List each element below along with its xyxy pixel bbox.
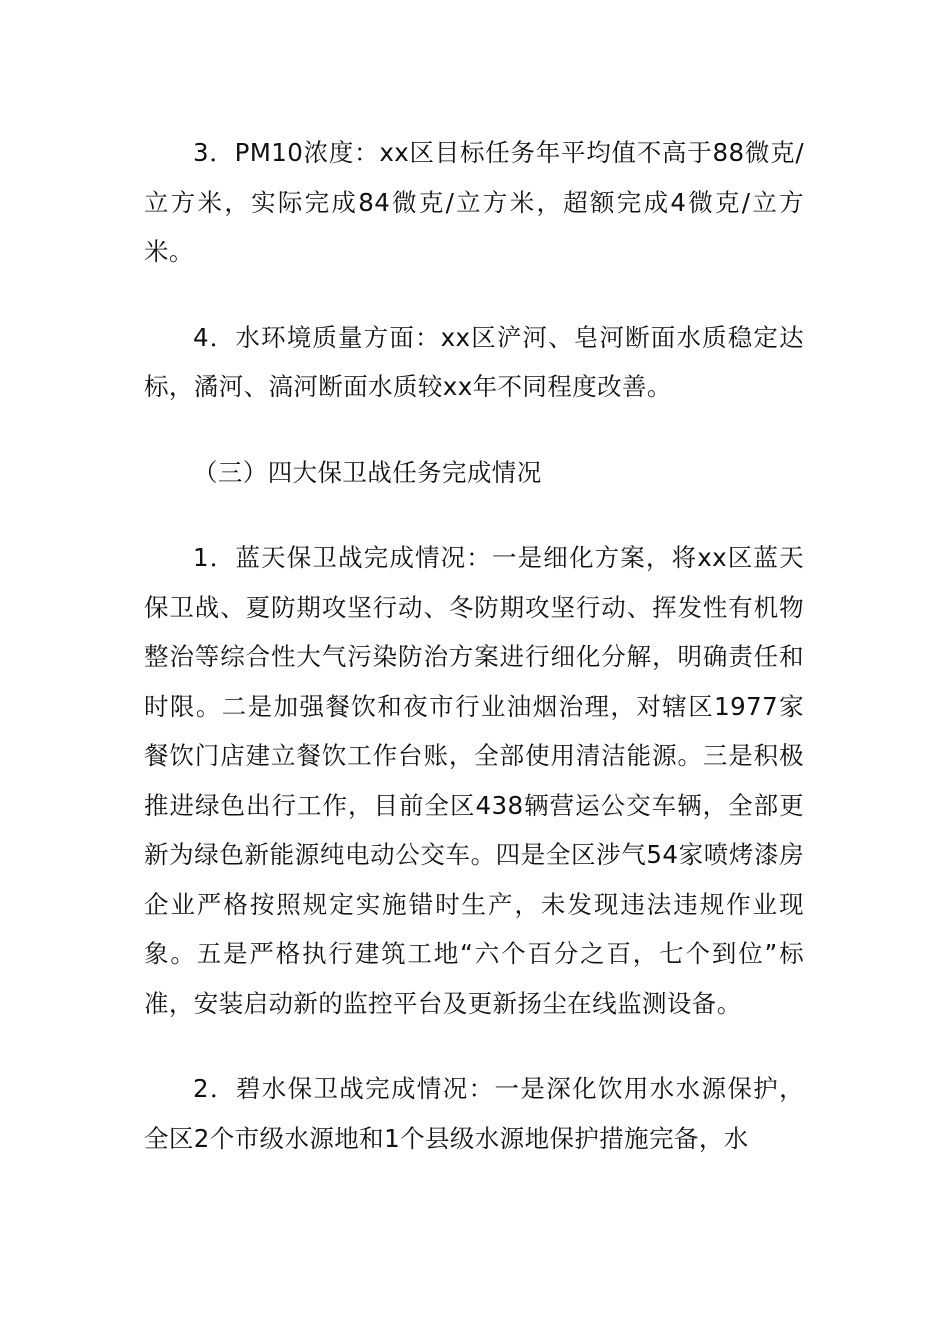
document-body	[144, 128, 804, 1163]
paragraph-water-quality: 4．水环境质量方面：xx区浐河、皂河断面水质稳定达标，潏河、滈河断面水质较xx年不同程度改善。	[144, 322, 804, 401]
paragraph-pm10: 3．PM10浓度：xx区目标任务年平均值不高于88微克/立方米，实际完成84微克/立方米，超额完成4微克/立方米。	[144, 138, 804, 266]
paragraph-clear-water: 2．碧水保卫战完成情况：一是深化饮用水水源保护，全区2个市级水源地和1个县级水源地保护措施完备，水	[144, 1074, 804, 1153]
section-heading-four-battles: （三）四大保卫战任务完成情况	[193, 457, 542, 487]
paragraph-blue-sky: 1．蓝天保卫战完成情况：一是细化方案，将xx区蓝天保卫战、夏防期攻坚行动、冬防期攻坚行动、挥发性有机物整治等综合性大气污染防治方案进行细化分解，明确责任和时限。二是加强餐饮和夜市行业油烟治理，对辖区1977家餐饮门店建立餐饮工作台账，全部使用清洁能源。三是积极推进绿色出行工作，目前全区438辆营运公交车辆，全部更新为绿色新能源纯电动公交车。四是全区涉气54家喷烤漆房企业严格按照规定实施错时生产，未发现违法违规作业现象。五是严格执行建筑工地“六个百分之百，七个到位”标准，安装启动新的监控平台及更新扬尘在线监测设备。	[144, 543, 804, 1018]
